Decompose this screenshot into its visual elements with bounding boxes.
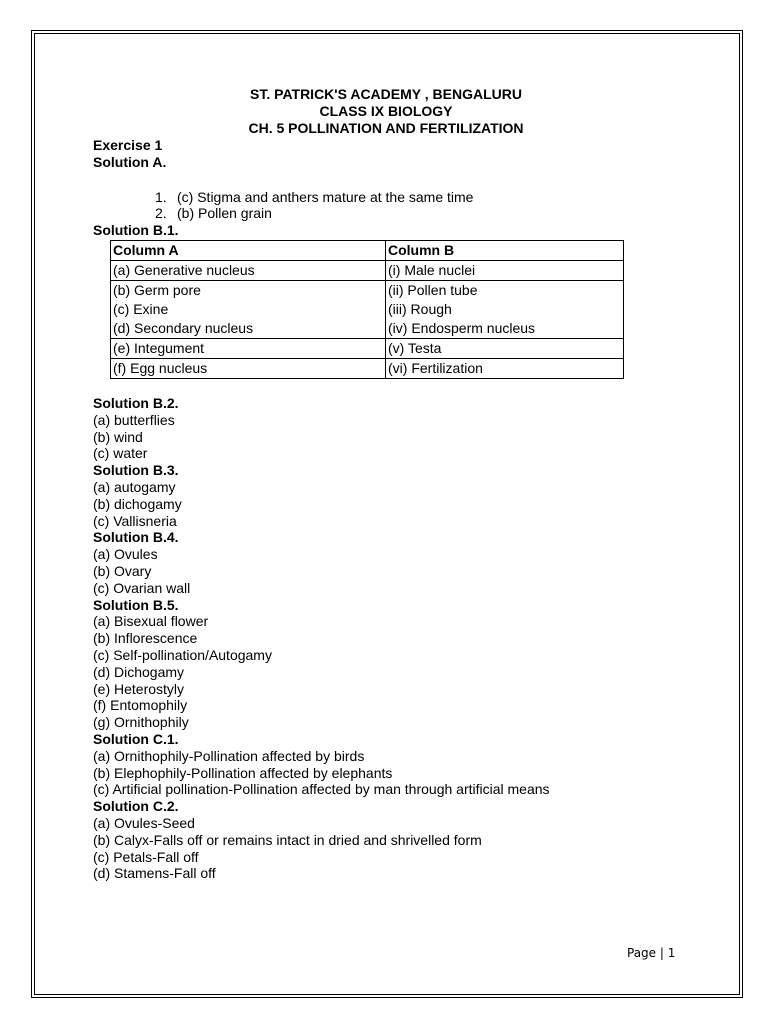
solution-b5-heading: Solution B.5. <box>93 596 179 613</box>
solution-b2-heading: Solution B.2. <box>93 394 179 411</box>
table-row: (c) Exine (iii) Rough <box>111 300 624 319</box>
list-item: 1. (c) Stigma and anthers mature at the same time <box>155 188 474 205</box>
list-item: (b) Ovary <box>93 562 152 579</box>
chapter-title: CH. 5 POLLINATION AND FERTILIZATION <box>248 120 524 136</box>
list-item: (c) Ovarian wall <box>93 579 191 596</box>
exercise-heading: Exercise 1 <box>93 137 163 153</box>
solution-a-list <box>93 189 693 223</box>
list-item: (a) butterflies <box>93 411 175 428</box>
list-item: (a) Bisexual flower <box>93 613 209 630</box>
list-item: (b) Inflorescence <box>93 630 198 647</box>
list-item: (g) Ornithophily <box>93 714 189 731</box>
list-item: (c) water <box>93 445 148 462</box>
list-item: (b) dichogamy <box>93 495 182 512</box>
list-item: 2. (b) Pollen grain <box>155 205 272 222</box>
list-item: (b) Elephophily-Pollination affected by elephants <box>93 764 393 781</box>
column-b-header: Column B <box>386 240 624 260</box>
document-header <box>34 86 738 137</box>
solution-b4-heading: Solution B.4. <box>93 529 179 546</box>
solution-b3-heading: Solution B.3. <box>93 462 179 479</box>
table-row: (f) Egg nucleus (vi) Fertilization <box>111 358 624 378</box>
table-row: (d) Secondary nucleus (iv) Endosperm nucleus <box>111 319 624 339</box>
solution-a-heading: Solution A. <box>93 153 167 170</box>
list-item: (b) wind <box>93 428 143 445</box>
table-row: (b) Germ pore (ii) Pollen tube <box>111 280 624 300</box>
document-body <box>93 137 693 882</box>
list-item: (c) Vallisneria <box>93 512 177 529</box>
list-item: (d) Dichogamy <box>93 663 185 680</box>
table-row: (a) Generative nucleus (i) Male nuclei <box>111 260 624 280</box>
list-item: (c) Artificial pollination-Pollination affected by man through artificial means <box>93 781 550 798</box>
solution-c1-heading: Solution C.1. <box>93 730 179 747</box>
list-item: (e) Heterostyly <box>93 680 185 697</box>
solution-b1-heading: Solution B.1. <box>93 222 179 239</box>
match-table <box>110 240 624 379</box>
list-item: (b) Calyx-Falls off or remains intact in dried and shrivelled form <box>93 831 482 848</box>
list-item: (a) Ovules <box>93 546 158 563</box>
list-item: (c) Self-pollination/Autogamy <box>93 646 272 663</box>
school-name: ST. PATRICK'S ACADEMY , BENGALURU <box>250 86 522 102</box>
list-item: (c) Petals-Fall off <box>93 848 199 865</box>
class-name: CLASS IX BIOLOGY <box>319 103 453 119</box>
list-item: (a) Ornithophily-Pollination affected by birds <box>93 747 365 764</box>
solution-c2-heading: Solution C.2. <box>93 798 179 815</box>
list-item: (a) Ovules-Seed <box>93 814 195 831</box>
list-item: (d) Stamens-Fall off <box>93 865 216 882</box>
table-row: (e) Integument (v) Testa <box>111 338 624 358</box>
list-item: (a) autogamy <box>93 478 176 495</box>
table-header-row <box>111 240 624 260</box>
page-number: Page | 1 <box>627 946 676 960</box>
list-item: (f) Entomophily <box>93 697 188 714</box>
column-a-header: Column A <box>111 240 386 260</box>
